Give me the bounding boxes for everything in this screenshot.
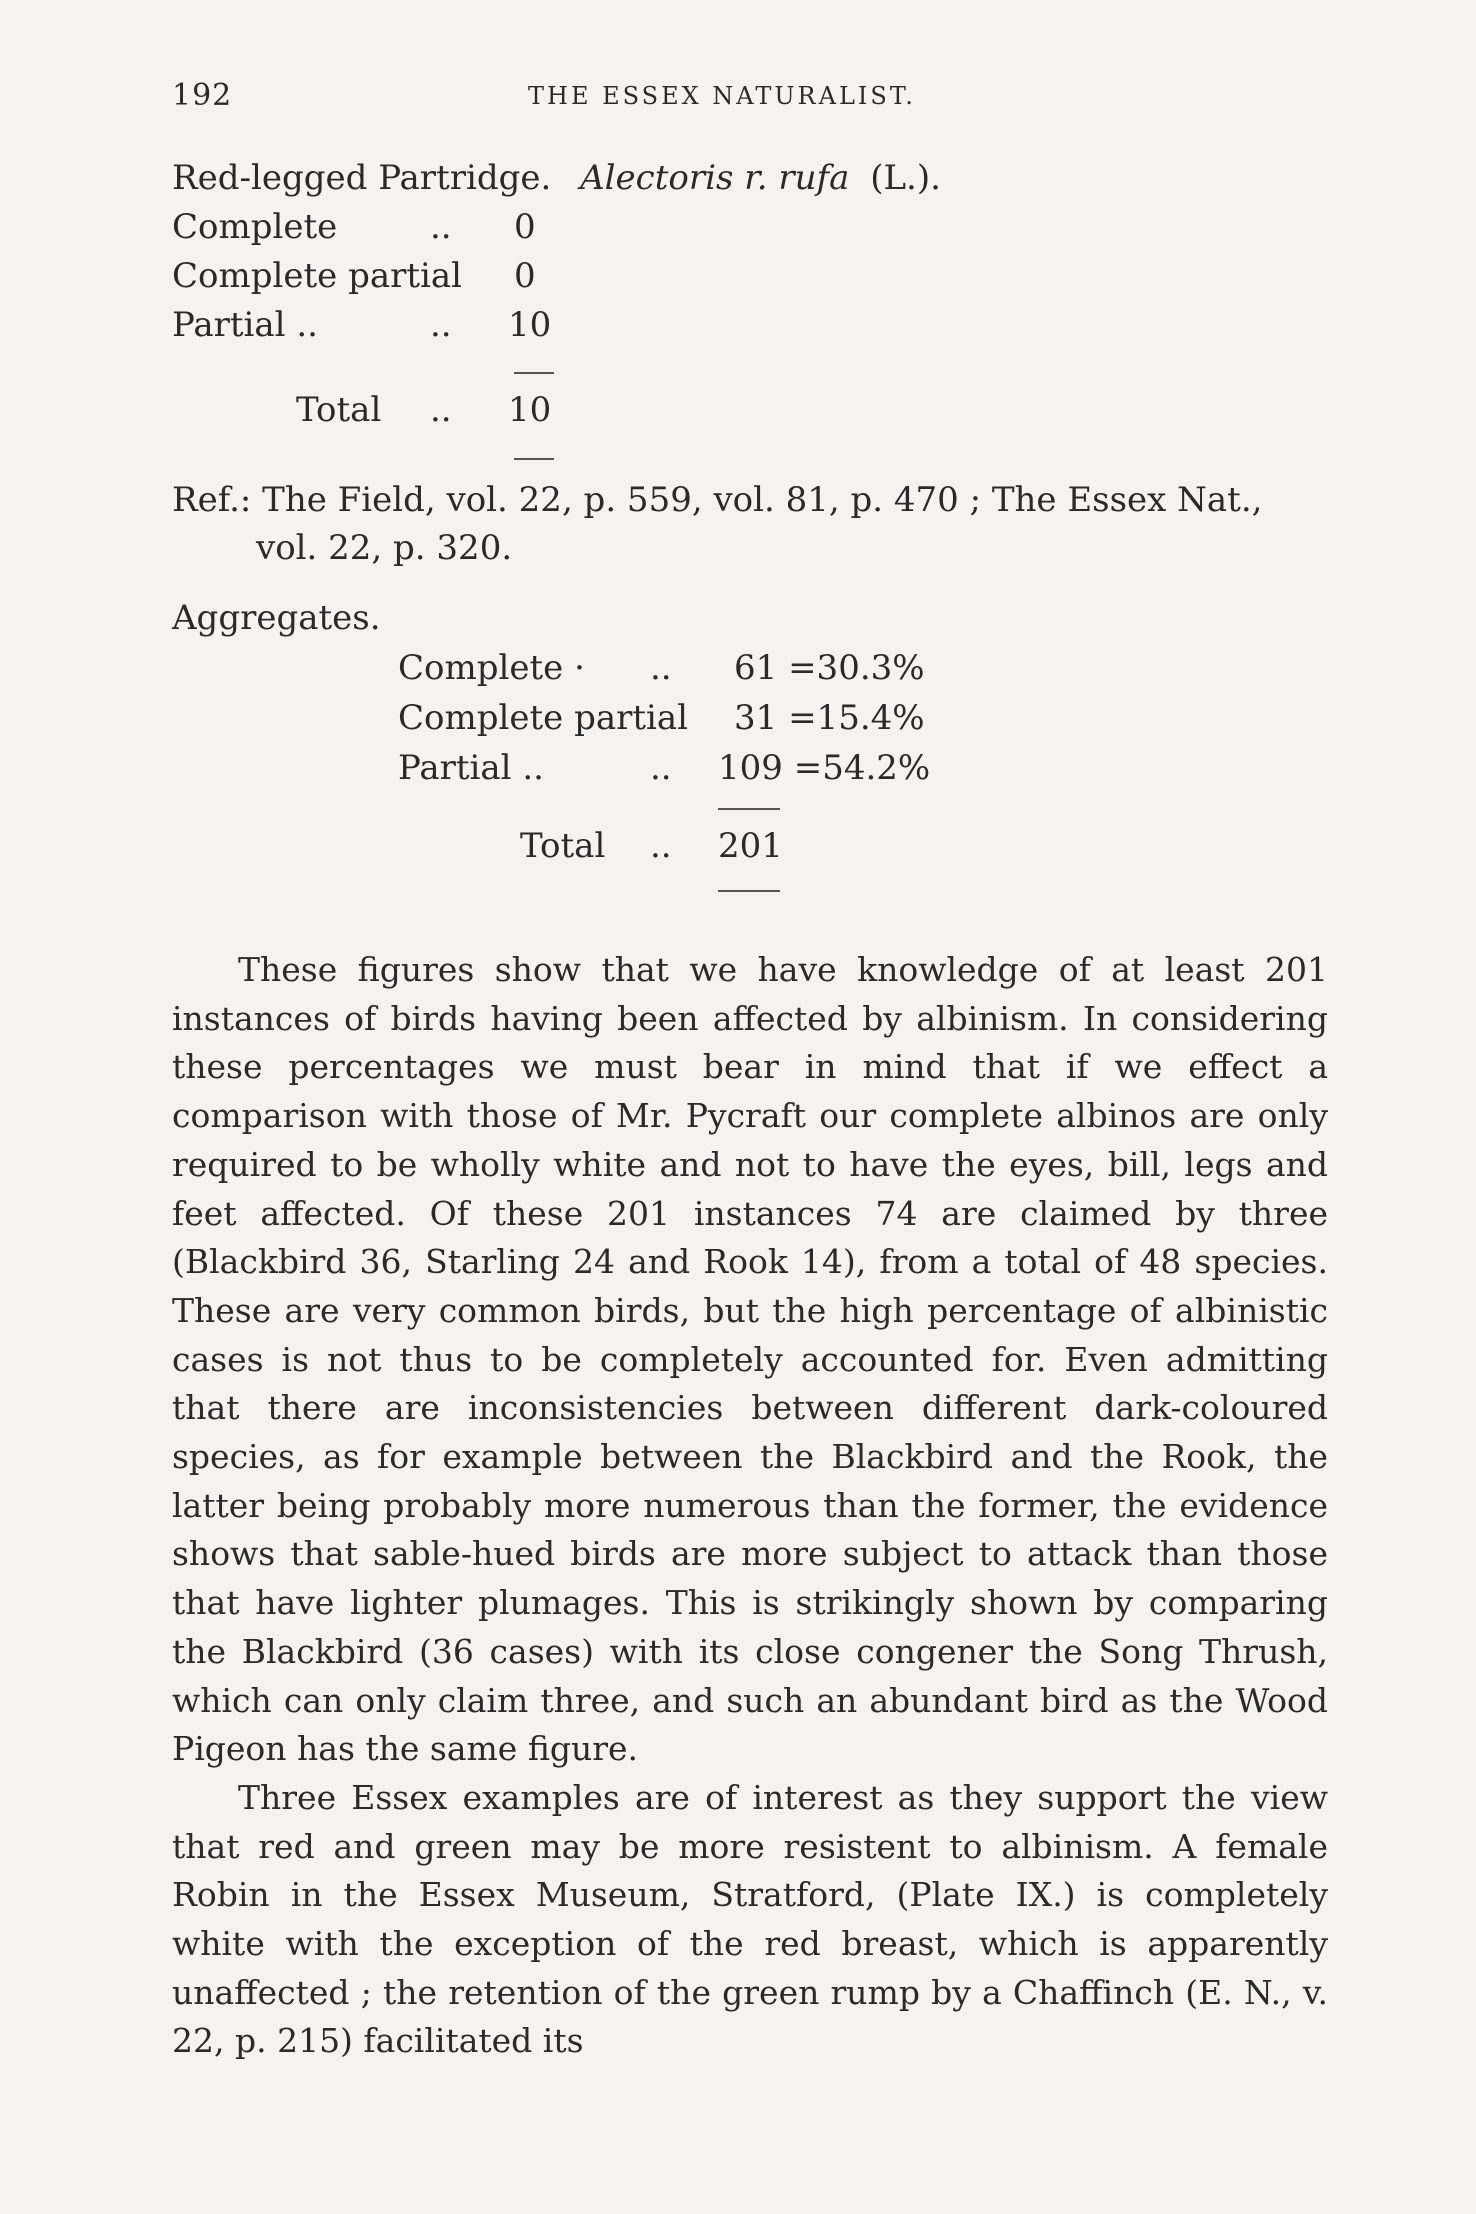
aggregates-row-dots: .. — [650, 748, 672, 788]
aggregates-total-dots: .. — [650, 826, 672, 866]
reference-line: vol. 22, p. 320. — [256, 528, 513, 568]
species-total-dots: .. — [430, 390, 452, 430]
species-row-value: 10 — [508, 305, 552, 345]
aggregates-row-value: 109 =54.2% — [718, 748, 931, 788]
running-head — [172, 78, 1332, 118]
species-scientific-name: Alectoris r. rufa — [580, 158, 850, 198]
species-common-name: Red-legged Partridge. — [172, 158, 552, 198]
aggregates-row-label: Complete · — [398, 648, 585, 688]
sum-rule — [514, 372, 554, 374]
aggregates-total-value: 201 — [718, 826, 783, 866]
aggregates-row-value: 61 =30.3% — [734, 648, 925, 688]
sum-rule — [718, 808, 780, 810]
sum-rule — [718, 890, 780, 892]
species-row-label: Complete partial — [172, 256, 463, 296]
paragraph: Three Essex examples are of interest as they support the view that red and green may be more resistent to albinism. A female Robin in the Essex Museum, Stratford, (Plate IX.) is completely white with the exception of the red breast, which is apparently unaffected ; the retention of the green rump by a Chaffinch (E. N., v. 22, p. 215) facilitated its — [172, 1777, 1328, 2061]
aggregates-heading: Aggregates. — [172, 598, 381, 638]
species-total-value: 10 — [508, 390, 552, 430]
sum-rule — [514, 458, 554, 460]
species-total-label: Total — [296, 390, 382, 430]
species-author: (L.). — [870, 158, 941, 198]
species-heading — [172, 158, 941, 198]
paragraph: These figures show that we have knowledge of at least 201 instances of birds having been affected by albinism. In considering these percentages we must bear in mind that if we effect a comparison with those of Mr. Pycraft our complete albinos are only required to be wholly white and not to have the eyes, bill, legs and feet affected. Of these 201 instances 74 are claimed by three (Blackbird 36, Starling 24 and Rook 14), from a total of 48 species. These are very common birds, but the high percentage of albinistic cases is not thus to be completely accounted for. Even admitting that there are inconsistencies between different dark-coloured species, as for example between the Blackbird and the Rook, the latter being probably more numerous than the former, the evidence shows that sable-hued birds are more subject to attack than those that have lighter plumages. This is strikingly shown by comparing the Blackbird (36 cases) with its close congener the Song Thrush, which can only claim three, and such an abundant bird as the Wood Pigeon has the same figure. — [172, 950, 1328, 1769]
page-number: 192 — [172, 78, 233, 113]
species-row-label: Complete — [172, 207, 338, 247]
aggregates-total-label: Total — [520, 826, 606, 866]
body-text — [172, 946, 1328, 2066]
aggregates-row-label: Partial .. — [398, 748, 544, 788]
aggregates-row-label: Complete partial — [398, 698, 689, 738]
species-row-value: 0 — [514, 207, 536, 247]
species-row-dots: .. — [430, 207, 452, 247]
species-row-label: Partial .. — [172, 305, 318, 345]
species-row-dots: .. — [430, 305, 452, 345]
journal-title: THE ESSEX NATURALIST. — [528, 82, 916, 110]
species-row-value: 0 — [514, 256, 536, 296]
reference-line: Ref.: The Field, vol. 22, p. 559, vol. 81, p. 470 ; The Essex Nat., — [172, 480, 1263, 520]
aggregates-row-dots: .. — [650, 648, 672, 688]
aggregates-row-value: 31 =15.4% — [734, 698, 925, 738]
